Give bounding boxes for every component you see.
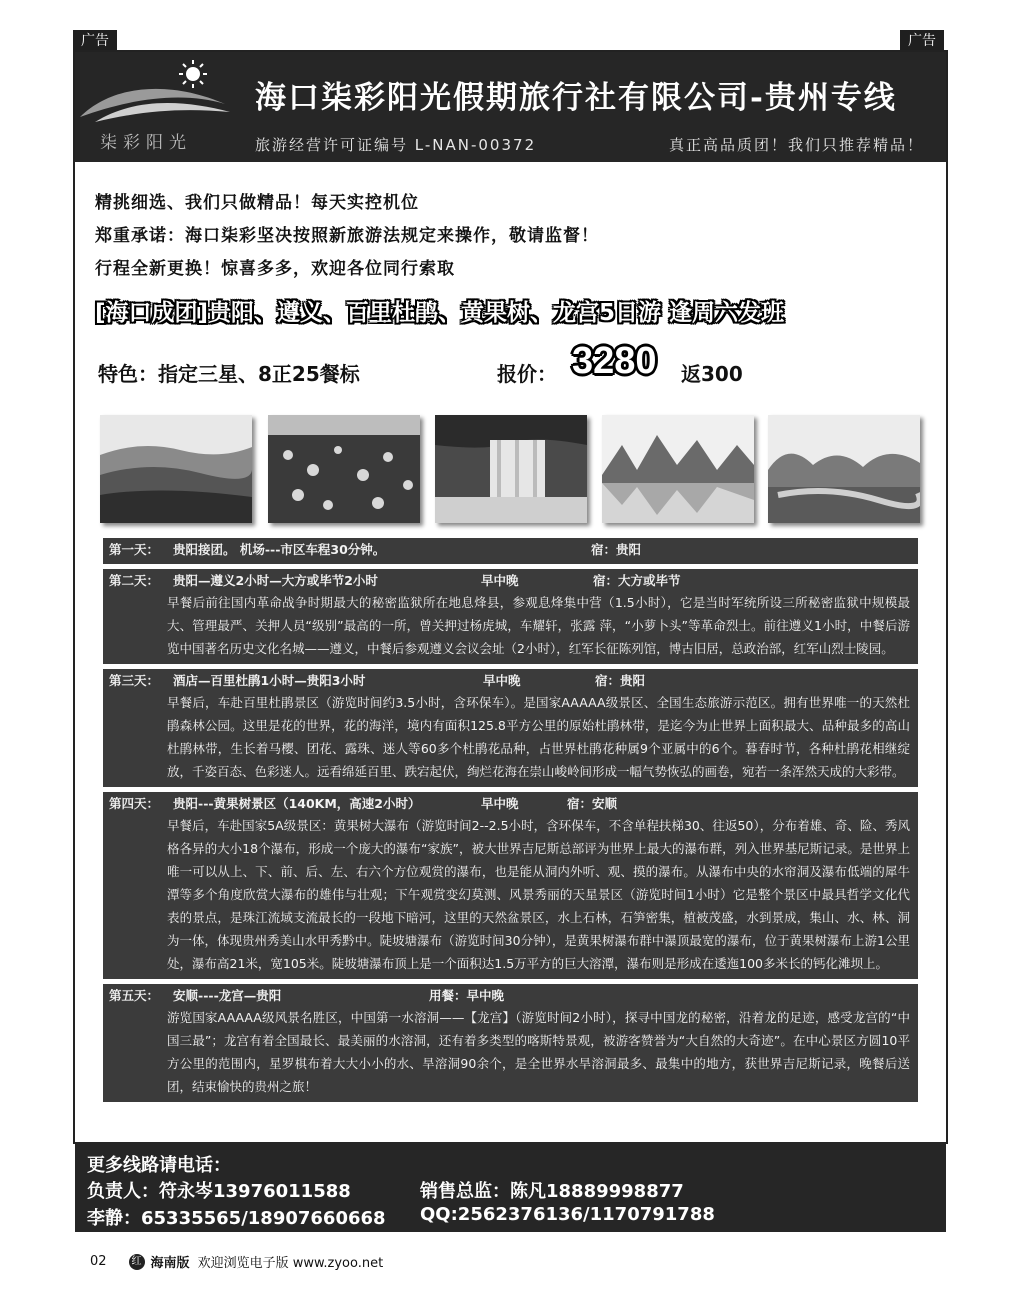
day-route: 贵阳—遵义2小时—大方或毕节2小时 bbox=[173, 573, 378, 588]
day-description: 游览国家AAAAA级风景名胜区，中国第一水溶洞——【龙宫】（游览时间2小时），探寻中国龙的秘密，沿着龙的足迹，感受龙宫的“中国三最”；龙宫有着全国最长、最美丽的水溶洞，还有着多类型的喀斯特景观，被游客赞誉为“大自然的大奇迹”。在中心景区方圆10平方公里的范围内，星罗棋布着大大小小的水、旱溶洞90余个，是全世界水旱溶洞最多、最集中的地方，获世界吉尼斯记录，晚餐后送团，结束愉快的贵州之旅！ bbox=[167, 1010, 910, 1094]
photo-azalea bbox=[268, 415, 420, 523]
day-description: 早餐后，车赴百里杜鹃景区（游览时间约3.5小时，含环保车）。是国家AAAAA级景区、全国生态旅游示范区。拥有世界唯一的天然杜鹃森林公园。这里是花的世界，花的海洋，境内有面积125.8平方公里的原始杜鹃林带，是迄今为止世界上面积最大、品种最多的高山杜鹃林带，生长着马樱、团花、露珠、迷人等60多个杜鹃花品种，占世界杜鹃花种属9个亚属中的6个。暮春时节，各种杜鹃花相继绽放，千姿百态、色彩迷人。远看绵延百里、跌宕起伏，绚烂花海在崇山峻岭间形成一幅气势恢弘的画卷，宛若一条浑然天成的大彩带。 bbox=[167, 695, 910, 779]
day-lodging: 宿：贵阳 bbox=[595, 673, 646, 688]
header bbox=[75, 52, 946, 162]
license-number: 旅游经营许可证编号 L-NAN-00372 bbox=[255, 136, 537, 154]
day-route: 酒店—百里杜鹃1小时—贵阳3小时 bbox=[173, 673, 366, 688]
day-1 bbox=[103, 538, 918, 564]
day-route: 安顺----龙宫—贵阳 bbox=[173, 988, 282, 1003]
day-route: 贵阳接团。 机场---市区车程30分钟。 bbox=[173, 542, 386, 557]
day-lodging: 宿：贵阳 bbox=[591, 542, 642, 557]
company-name: 海口柒彩阳光假期旅行社有限公司-贵州专线 bbox=[255, 80, 897, 116]
day-label: 第五天： bbox=[109, 988, 160, 1003]
logo-name: 柒彩阳光 bbox=[100, 133, 192, 153]
day-description: 早餐后，车赴国家5A级景区：黄果树大瀑布（游览时间2--2.5小时，含环保车，不含单程扶梯30、往返50），分布着雄、奇、险、秀风格各异的大小18个瀑布，形成一个庞大的瀑布“家族”，被大世界吉尼斯总部评为世界上最大的瀑布群，列入世界基尼斯记录。是世界上唯一可以从上、下、前、后、左、右六个方位观赏的瀑布，也是能从洞内外听、观、摸的瀑布。从瀑布中央的水帘洞及瀑布低端的犀牛潭等多个角度欣赏大瀑布的雄伟与壮观；下午观赏变幻莫测、风景秀丽的天星景区（游览时间1小时）它是整个景区中最具哲学文化代表的景点，是珠江流域支流最长的一段地下暗河，这里的天然盆景区，水上石林，石笋密集，植被茂盛，水到景成，集山、水、林、洞为一体，体现贵州秀美山水甲秀黔中。陡坡塘瀑布（游览时间30分钟），是黄果树瀑布群中瀑顶最宽的瀑布，位于黄果树瀑布上游1公里处，瀑布高21米，宽105米。陡坡塘瀑布顶上是一个面积达1.5万平方的巨大溶潭，瀑布则是形成在逶迤100多米长的钙化滩坝上。 bbox=[167, 818, 910, 971]
contact-footer bbox=[75, 1142, 946, 1232]
day-meals bbox=[481, 540, 591, 560]
day-3 bbox=[103, 669, 918, 787]
promo-line-2: 郑重承诺：海口柒彩坚决按照新旅游法规定来操作，敬请监督！ bbox=[95, 226, 599, 246]
tour-title: [海口成团]贵阳、遵义、百里杜鹃、黄果树、龙宫5日游 逢周六发班 bbox=[95, 300, 785, 326]
promo-line-3: 行程全新更换！惊喜多多，欢迎各位同行索取 bbox=[95, 259, 455, 279]
photo-river-hills bbox=[768, 415, 920, 523]
company-logo bbox=[75, 52, 250, 162]
day-meals: 早中晚 bbox=[481, 573, 519, 588]
day-5 bbox=[103, 984, 918, 1102]
day-label: 第二天： bbox=[109, 573, 160, 588]
slogan: 真正高品质团！我们只推荐精品！ bbox=[668, 136, 924, 154]
day-label: 第四天： bbox=[109, 796, 160, 811]
promo-line-1: 精挑细选、我们只做精品！每天实控机位 bbox=[95, 193, 419, 213]
day-route: 贵阳---黄果树景区（140KM，高速2小时） bbox=[173, 796, 421, 811]
day-lodging: 宿：大方或毕节 bbox=[593, 573, 681, 588]
photo-karst-lake bbox=[602, 415, 754, 523]
day-description: 早餐后前往国内革命战争时期最大的秘密监狱所在地息烽县，参观息烽集中营（1.5小时），它是当时军统所设三所秘密监狱中规模最大、管理最严、关押人员“级别”最高的一所，曾关押过杨虎城，车耀轩，张露 萍，“小萝卜头”等革命烈士。前往遵义1小时，中餐后游览中国著名历史文化名城——遵义，中餐后参观遵义会议会址（2小时），红军长征陈列馆，博古旧居，总政治部，红军山烈士陵园。 bbox=[167, 595, 910, 656]
day-lodging: 宿：安顺 bbox=[567, 796, 618, 811]
photo-mountain-forest bbox=[100, 415, 252, 523]
price-value: 3280 bbox=[572, 340, 657, 382]
photo-waterfall bbox=[435, 415, 587, 523]
footer-heading: 更多线路请电话： bbox=[87, 1155, 231, 1176]
contact-manager: 负责人：符永岑13976011588 bbox=[87, 1181, 351, 1202]
edition-name: 海南版 bbox=[150, 1256, 190, 1271]
tour-features: 特色：指定三星、8正25餐标 bbox=[98, 362, 360, 386]
website-link[interactable]: 欢迎浏览电子版 www.zyoo.net bbox=[197, 1256, 384, 1271]
day-meals: 早中晚 bbox=[483, 673, 521, 688]
ad-tag-left: 广告 bbox=[73, 30, 117, 52]
page-number: 02 bbox=[90, 1254, 107, 1269]
edition-badge-icon: 红 bbox=[129, 1254, 145, 1270]
day-meals: 早中晚 bbox=[481, 796, 519, 811]
photo-strip bbox=[100, 415, 922, 525]
contact-phone: 李静：65335565/18907660668 bbox=[87, 1208, 386, 1229]
page-footer bbox=[90, 1252, 383, 1271]
itinerary bbox=[103, 538, 918, 1107]
day-4 bbox=[103, 792, 918, 979]
day-label: 第一天： bbox=[109, 542, 160, 557]
contact-sales: 销售总监：陈凡18889998877 bbox=[420, 1181, 684, 1202]
contact-qq: QQ:2562376136/1170791788 bbox=[420, 1204, 715, 1225]
price-rebate: 返300 bbox=[681, 362, 743, 386]
price-label: 报价： bbox=[497, 362, 557, 386]
day-2 bbox=[103, 569, 918, 664]
day-meals: 用餐：早中晚 bbox=[429, 988, 505, 1003]
day-label: 第三天： bbox=[109, 673, 160, 688]
ad-tag-right: 广告 bbox=[900, 30, 944, 52]
sun-wave-icon bbox=[75, 52, 250, 132]
